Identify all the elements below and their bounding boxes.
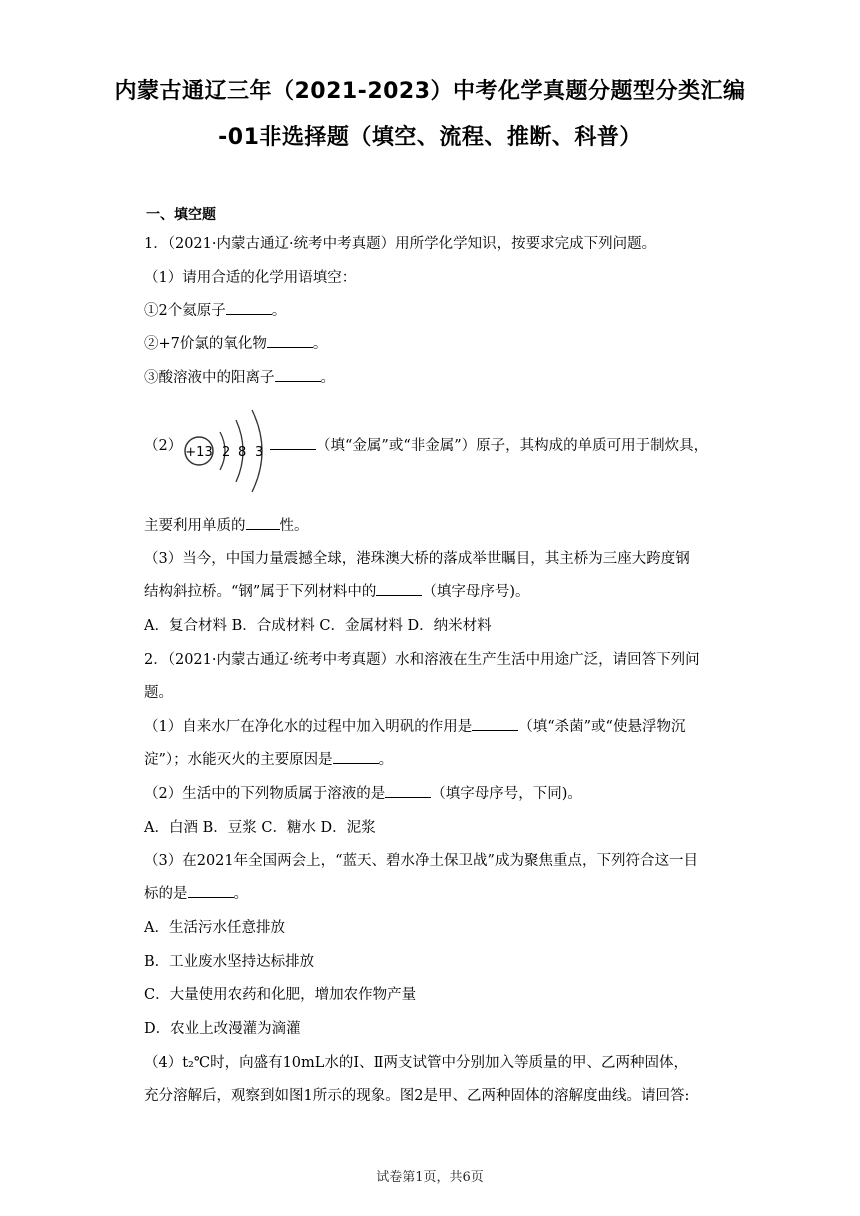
q2-part4-line-a: （4）t₂℃时，向盛有10mL水的Ⅰ、Ⅱ两支试管中分别加入等质量的甲、乙两种固体，	[144, 1055, 688, 1071]
q1-part3-line-a: （3）当今，中国力量震撼全球，港珠澳大桥的落成举世瞩目，其主桥为三座大跨度钢	[144, 551, 690, 567]
q2-part1-line-a: （1）自来水厂在净化水的过程中加入明矾的作用是 （填“杀菌”或“使悬浮物沉	[144, 715, 685, 736]
shell-2-electrons: 8	[238, 445, 247, 460]
q2-stem-b: 题。	[144, 685, 173, 701]
q2-part2: （2）生活中的下列物质属于溶液的是 （填字母序号，下同)。	[144, 782, 582, 803]
q2-part2-options: A．白酒 B．豆浆 C．糖水 D．泥浆	[144, 820, 376, 836]
document-title-line-2: -01非选择题（填空、流程、推断、科普）	[218, 125, 642, 150]
q2-part3-line-b: 标的是 。	[144, 882, 248, 903]
q2-option-b: B．工业废水坚持达标排放	[144, 954, 315, 970]
q1-item1: ①2个氦原子 。	[144, 299, 286, 320]
aluminum-atom-structure-diagram	[180, 398, 266, 498]
q1-stem: 1．（2021·内蒙古通辽·统考中考真题）用所学化学知识，按要求完成下列问题。	[144, 236, 657, 252]
q1-item2: ②+7价氯的氧化物 。	[144, 332, 327, 353]
q2-stem-a: 2．（2021·内蒙古通辽·统考中考真题）水和溶液在生产生活中用途广泛，请回答下列问	[144, 652, 700, 668]
q1-part2-text: （填“金属”或“非金属”）原子，其构成的单质可用于制炊具，	[270, 434, 708, 455]
section-heading: 一、填空题	[146, 207, 216, 223]
q2-part3-line-a: （3）在2021年全国两会上，“蓝天、碧水净土保卫战”成为聚焦重点，下列符合这一目	[144, 853, 698, 869]
q2-option-a: A．生活污水任意排放	[144, 920, 285, 936]
q1-part2-label: （2）	[144, 438, 183, 454]
q1-part2-continued: 主要利用单质的 性。	[144, 514, 309, 535]
q1-part3-options: A．复合材料 B．合成材料 C．金属材料 D．纳米材料	[144, 618, 492, 634]
document-title-line-1: 内蒙古通辽三年（2021-2023）中考化学真题分题型分类汇编	[114, 79, 746, 104]
q2-option-c: C．大量使用农药和化肥，增加农作物产量	[144, 987, 417, 1003]
q2-part1-line-b: 淀”）；水能灭火的主要原因是 。	[144, 748, 393, 769]
q1-part3-line-b: 结构斜拉桥。“钢”属于下列材料中的 （填字母序号)。	[144, 580, 530, 601]
shell-1-electrons: 2	[222, 445, 231, 460]
q2-option-d: D．农业上改漫灌为滴灌	[144, 1021, 301, 1037]
q1-part1: （1）请用合适的化学用语填空：	[144, 270, 357, 286]
page-footer: 试卷第1页，共6页	[376, 1170, 484, 1185]
q1-item3: ③酸溶液中的阳离子 。	[144, 366, 335, 387]
shell-3-electrons: 3	[255, 445, 264, 460]
nucleus-charge: +13	[185, 445, 213, 460]
q1-part2-row	[144, 398, 744, 498]
q2-part4-line-b: 充分溶解后，观察到如图1所示的现象。图2是甲、乙两种固体的溶解度曲线。请回答:	[144, 1088, 690, 1104]
